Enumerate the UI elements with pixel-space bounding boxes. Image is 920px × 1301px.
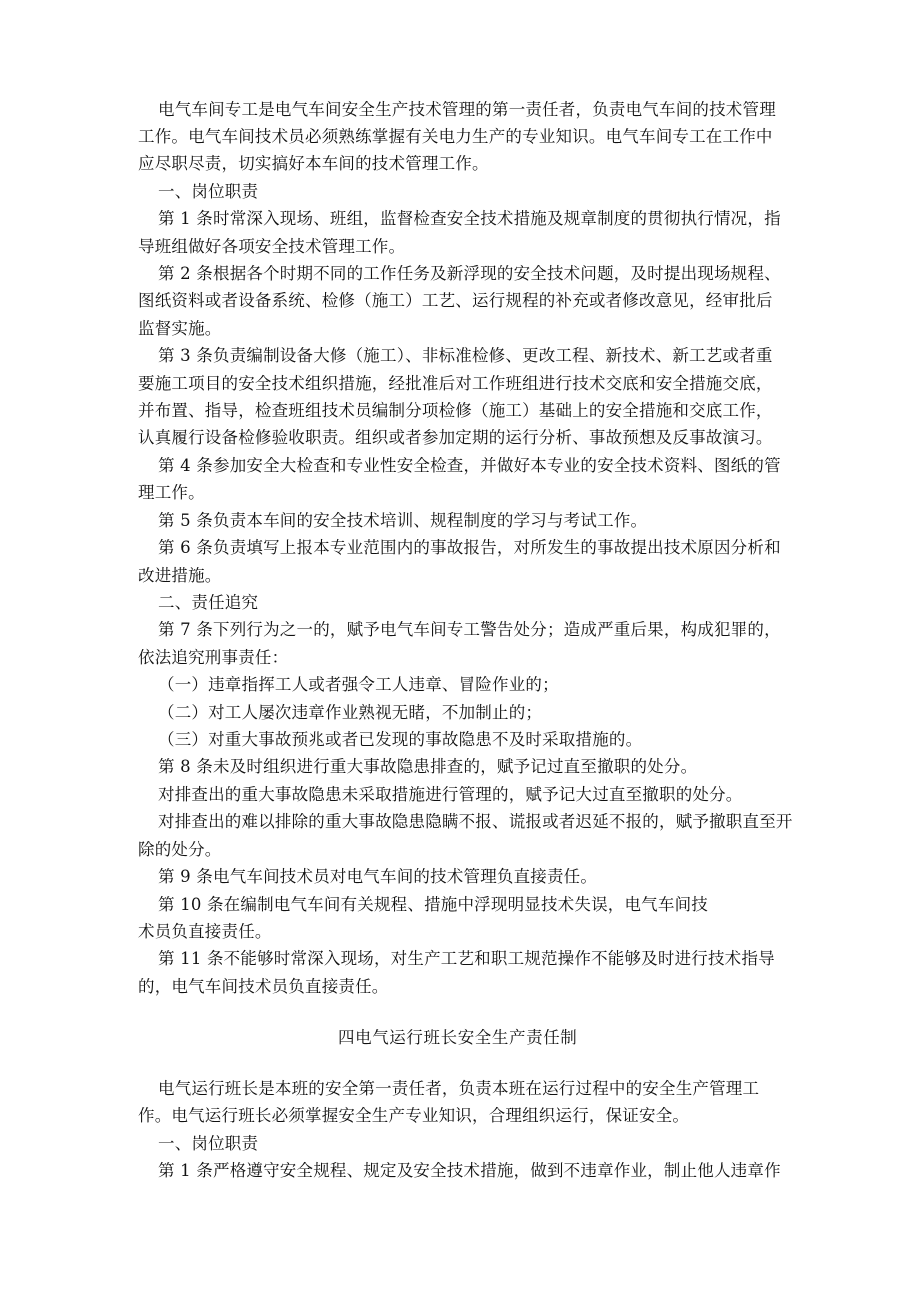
text-line: 监督实施。 <box>138 319 222 338</box>
text-line: 第 1 条严格遵守安全规程、规定及安全技术措施，做到不违章作业，制止他人违章作 <box>158 1161 781 1180</box>
text-line: 除的处分。 <box>138 840 222 859</box>
text-line: 第 8 条未及时组织进行重大事故隐患排查的，赋予记过直至撤职的处分。 <box>158 757 698 776</box>
text-line: 第 10 条在编制电气车间有关规程、措施中浮现明显技术失误，电气车间技 <box>158 895 708 914</box>
text-line: 电气车间专工是电气车间安全生产技术管理的第一责任者，负责电气车间的技术管理 <box>158 100 776 119</box>
text-line: 电气运行班长是本班的安全第一责任者，负责本班在运行过程中的安全生产管理工 <box>158 1079 760 1098</box>
text-line: 要施工项目的安全技术组织措施，经批准后对工作班组进行技术交底和安全措施交底， <box>138 374 773 393</box>
text-line: 对排查出的重大事故隐患未采取措施进行管理的，赋予记大过直至撤职的处分。 <box>158 785 743 804</box>
section-heading: 二、责任追究 <box>158 593 259 612</box>
text-line: 认真履行设备检修验收职责。组织或者参加定期的运行分析、事故预想及反事故演习。 <box>138 428 773 447</box>
text-line: 第 4 条参加安全大检查和专业性安全检查，并做好本专业的安全技术资料、图纸的管 <box>158 456 781 475</box>
text-line: 作。电气运行班长必须掌握安全生产专业知识，合理组织运行，保证安全。 <box>138 1106 690 1125</box>
text-line: 对排查出的难以排除的重大事故隐患隐瞒不报、谎报或者迟延不报的，赋予撤职直至开 <box>158 812 793 831</box>
text-line: 理工作。 <box>138 483 205 502</box>
text-line: 改进措施。 <box>138 566 222 585</box>
text-line: 第 5 条负责本车间的安全技术培训、规程制度的学习与考试工作。 <box>158 511 648 530</box>
text-line: 术员负直接责任。 <box>138 922 272 941</box>
text-line: 第 11 条不能够时常深入现场，对生产工艺和职工规范操作不能够及时进行技术指导 <box>158 949 775 968</box>
text-line: 的，电气车间技术员负直接责任。 <box>138 977 389 996</box>
section-heading: 一、岗位职责 <box>158 1134 259 1153</box>
text-line: 工作。电气车间技术员必须熟练掌握有关电力生产的专业知识。电气车间专工在工作中 <box>138 127 773 146</box>
text-line: 第 3 条负责编制设备大修（施工）、非标准检修、更改工程、新技术、新工艺或者重 <box>158 346 773 365</box>
section-title: 四电气运行班长安全生产责任制 <box>338 1028 578 1047</box>
text-line: 第 9 条电气车间技术员对电气车间的技术管理负直接责任。 <box>158 867 598 886</box>
text-line: 第 6 条负责填写上报本专业范围内的事故报告，对所发生的事故提出技术原因分析和 <box>158 538 781 557</box>
text-line: 依法追究刑事责任： <box>138 648 289 667</box>
text-line: 第 2 条根据各个时期不同的工作任务及新浮现的安全技术问题，及时提出现场规程、 <box>158 264 781 283</box>
list-item: （一）违章指挥工人或者强令工人违章、冒险作业的； <box>158 675 559 694</box>
text-line: 第 1 条时常深入现场、班组，监督检查安全技术措施及规章制度的贯彻执行情况，指 <box>158 209 781 228</box>
text-line: 图纸资料或者设备系统、检修（施工）工艺、运行规程的补充或者修改意见，经审批后 <box>138 291 773 310</box>
list-item: （三）对重大事故预兆或者已发现的事故隐患不及时采取措施的。 <box>158 730 643 749</box>
text-line: 应尽职尽责，切实搞好本车间的技术管理工作。 <box>138 154 489 173</box>
section-heading: 一、岗位职责 <box>158 182 259 201</box>
text-line: 导班组做好各项安全技术管理工作。 <box>138 237 406 256</box>
text-line: 并布置、指导，检查班组技术员编制分项检修（施工）基础上的安全措施和交底工作， <box>138 401 773 420</box>
list-item: （二）对工人屡次违章作业熟视无睹，不加制止的； <box>158 703 543 722</box>
text-line: 第 7 条下列行为之一的，赋予电气车间专工警告处分；造成严重后果，构成犯罪的， <box>158 620 781 639</box>
